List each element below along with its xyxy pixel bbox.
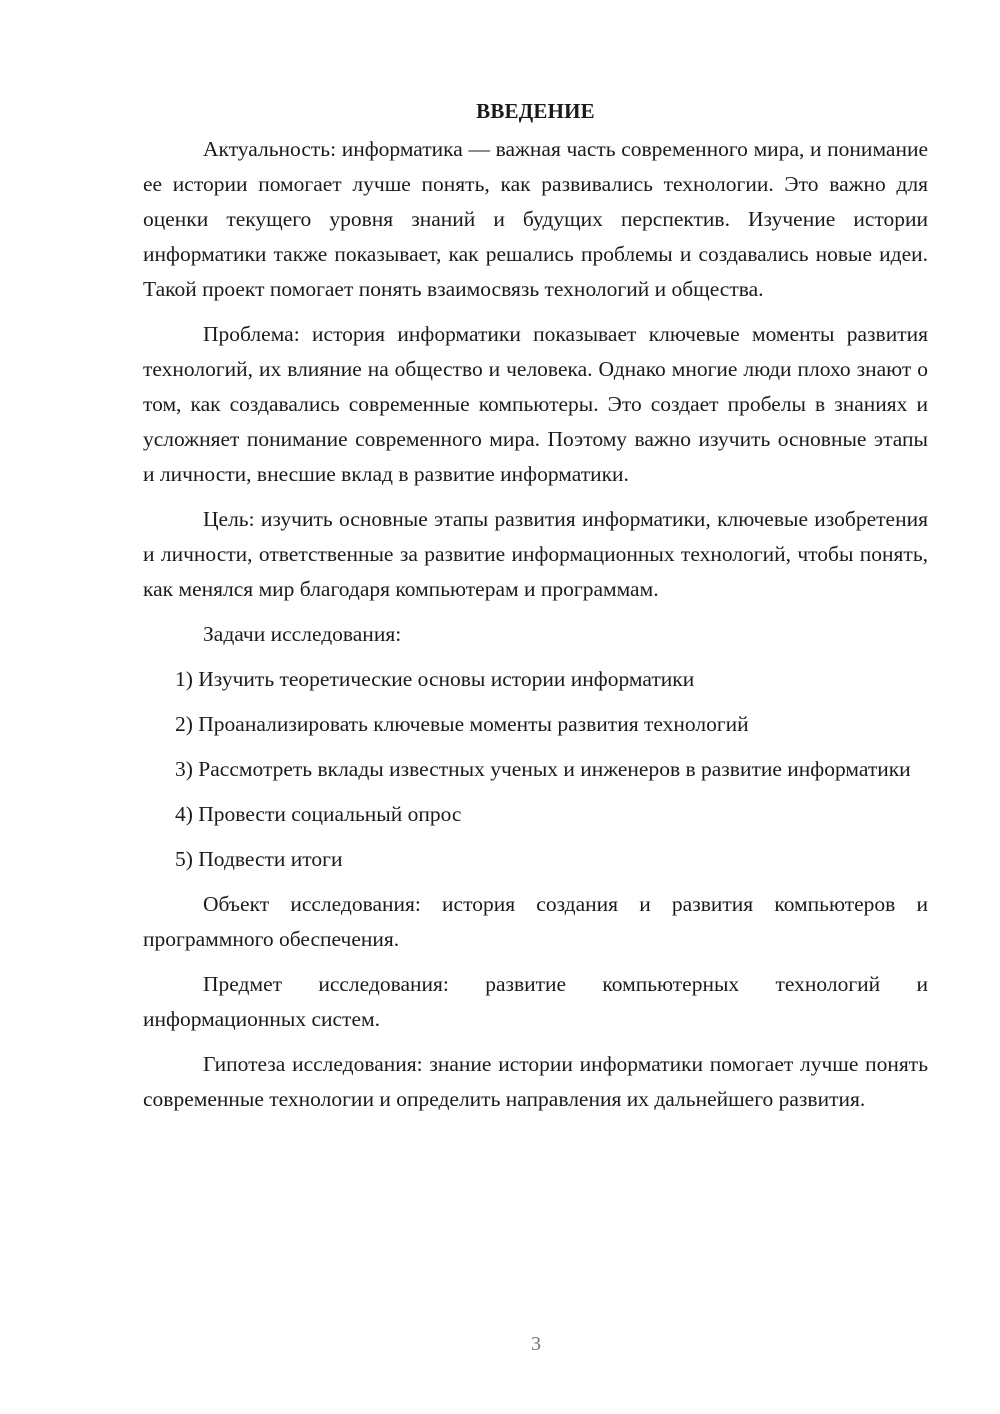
task-item-2: 2) Проанализировать ключевые моменты развития технологий: [175, 712, 749, 736]
tasks-title: Задачи исследования:: [203, 622, 402, 646]
page-content: [143, 96, 928, 1127]
problem-paragraph: Проблема: история информатики показывает ключевые моменты развития технологий, их влияние на общество и человека. Однако многие люди плохо знают о том, как создавались современные компьютеры. Это создает пробелы в знаниях и усложняет понимание современного мира. Поэтому важно изучить основные этапы и личности, внесшие вклад в развитие информатики.: [143, 322, 928, 486]
task-item-3: 3) Рассмотреть вклады известных ученых и инженеров в развитие информатики: [175, 757, 911, 781]
goal-paragraph: Цель: изучить основные этапы развития информатики, ключевые изобретения и личности, ответственные за развитие информационных технологий, чтобы понять, как менялся мир благодаря компьютерам и программам.: [143, 507, 928, 601]
hypothesis-paragraph: Гипотеза исследования: знание истории информатики помогает лучше понять современные технологии и определить направления их дальнейшего развития.: [143, 1052, 928, 1111]
task-item-5: 5) Подвести итоги: [175, 847, 343, 871]
subject-paragraph: Предмет исследования: развитие компьютерных технологий и информационных систем.: [143, 972, 928, 1031]
page-number: 3: [531, 1333, 541, 1355]
task-item-1: 1) Изучить теоретические основы истории информатики: [175, 667, 695, 691]
relevance-paragraph: Актуальность: информатика — важная часть современного мира, и понимание ее истории помогает лучше понять, как развивались технологии. Это важно для оценки текущего уровня знаний и будущих перспектив. Изучение истории информатики также показывает, как решались проблемы и создавались новые идеи. Такой проект помогает понять взаимосвязь технологий и общества.: [143, 137, 928, 301]
section-heading: ВВЕДЕНИЕ: [476, 99, 595, 123]
object-paragraph: Объект исследования: история создания и развития компьютеров и программного обеспечения.: [143, 892, 928, 951]
task-item-4: 4) Провести социальный опрос: [175, 802, 462, 826]
